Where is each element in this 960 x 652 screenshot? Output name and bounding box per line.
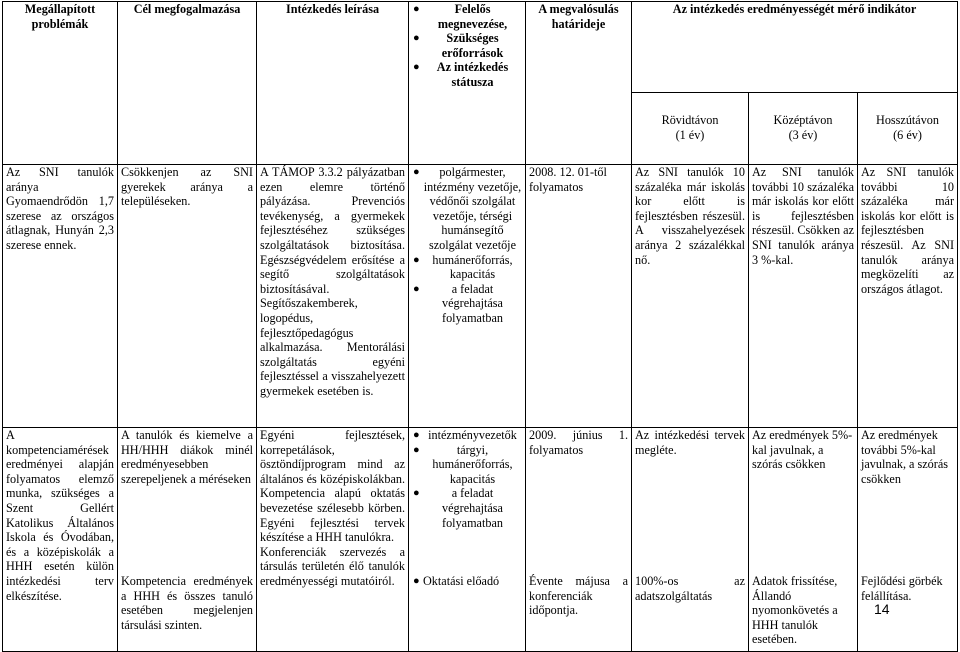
header-long-term: Hosszútávon (6 év)	[858, 93, 958, 165]
header-responsible-item: ● Az intézkedés státusza	[413, 60, 509, 89]
responsible-list	[412, 428, 522, 574]
bullet-icon: ●	[413, 443, 420, 456]
long-term-cell	[858, 428, 958, 652]
short-term-text-a: Az intézkedési tervek megléte.	[635, 428, 745, 457]
problem-cell: Az SNI tanulók aránya Gyomaendrődön 1,7 szerese az országos átlagnak, Hunyán 2,3 szerese ennek.	[3, 165, 118, 428]
action-plan-table	[2, 1, 958, 652]
header-responsible-list	[412, 2, 522, 90]
goal-cell	[118, 428, 257, 652]
header-short-term: Rövidtávon (1 év)	[632, 93, 749, 165]
responsible-cell	[409, 428, 526, 652]
deadline-cell	[526, 428, 632, 652]
bullet-icon: ●	[413, 282, 420, 295]
bullet-icon: ●	[413, 61, 420, 74]
mid-term-cell	[749, 428, 858, 652]
bullet-icon: ●	[413, 253, 420, 266]
mid-term-cell: Az SNI tanulók további 10 százaléka már iskolás kor előtt is fejlesztésben részesül. Csökken az SNI tanulók aránya 3 %-kal.	[749, 165, 858, 428]
bullet-icon: ●	[413, 429, 420, 441]
header-action: Intézkedés leírása	[257, 2, 409, 165]
table-row	[3, 428, 958, 652]
bullet-icon: ●	[413, 575, 420, 587]
header-indicator: Az intézkedés eredményességét mérő indikátor	[632, 2, 958, 93]
deadline-text-b: Évente májusa a konferenciák időpontja.	[529, 574, 628, 618]
list-item: ● tárgyi, humánerőforrás, kapacitás	[413, 442, 513, 486]
header-responsible	[409, 2, 526, 165]
bullet-icon: ●	[413, 166, 420, 178]
goal-cell: Csökkenjen az SNI gyerekek aránya a településeken.	[118, 165, 257, 428]
header-goal: Cél megfogalmazása	[118, 2, 257, 165]
action-text-b: Konferenciák szervezés a társulás területén élő tanulók eredményességi mutatóiról.	[260, 544, 405, 588]
action-cell: A TÁMOP 3.3.2 pályázatban ezen elemre történő pályázása. Prevenciós tevékenység, a gyermekek fejlesztéséhez szükséges szolgáltatások biztosítása. Egészségvédelem erősítése a segítő szolgáltatások biztosításával. Segítőszakemberek, logopédus, fejlesztőpedagógus alkalmazása. Mentorálási szolgáltatás egyéni fejlesztéssel a visszahelyezett gyermekek esetében is.	[257, 165, 409, 428]
short-term-cell	[632, 428, 749, 652]
long-term-text-a: Az eredmények további 5%-kal javulnak, a szórás csökken	[861, 428, 948, 486]
responsible-list	[412, 165, 522, 326]
goal-text-a: A tanulók és kiemelve a HH/HHH diákok minél eredményesebben szerepeljenek a méréseken	[121, 428, 253, 486]
bullet-icon: ●	[413, 3, 420, 15]
long-term-cell: Az SNI tanulók további 10 százaléka már iskolás kor előtt is fejlesztésben részesül. Az SNI tanulók aránya megközelíti az országos átlagot.	[858, 165, 958, 428]
header-problems: Megállapított problémák	[3, 2, 118, 165]
bullet-icon: ●	[413, 32, 420, 45]
responsible-list	[412, 574, 522, 589]
deadline-cell: 2008. 12. 01-től folyamatos	[526, 165, 632, 428]
long-term-text-b: Fejlődési görbék felállítása.	[861, 574, 943, 603]
problem-cell: A kompetenciamérések eredményei alapján folyamatos elemző munka, szükséges a Szent Gellért Katolikus Általános Iskola és Óvodában, és a középiskolák a HHH esetén külön intézkedési terv elkészítése.	[3, 428, 118, 652]
responsible-cell	[409, 165, 526, 428]
list-item: ● a feladat végrehajtása folyamatban	[413, 486, 503, 530]
mid-term-text-b: Adatok frissítése, Állandó nyomonkövetés a HHH tanulók esetében.	[752, 574, 838, 647]
table-row	[3, 165, 958, 428]
bullet-icon: ●	[413, 487, 420, 500]
list-item: ● a feladat végrehajtása folyamatban	[413, 281, 503, 325]
mid-term-text-a: Az eredmények 5%-kal javulnak, a szórás csökken	[752, 428, 853, 472]
list-item: ● humánerőforrás, kapacitás	[413, 252, 513, 282]
short-term-cell: Az SNI tanulók 10 százaléka már iskolás kor előtt is fejlesztésben részesül. A visszahelyezések aránya 2 százalékkal nő.	[632, 165, 749, 428]
deadline-text-a: 2009. június 1. folyamatos	[529, 428, 628, 457]
action-text-a: Egyéni fejlesztések, korrepetálások, ösztöndíjprogram mind az általános és középiskolákban. Kompetencia alapú oktatás bevezetése szélesebb körben. Egyéni fejlesztési tervek készítése a HHH tanulókra.	[260, 428, 405, 545]
list-item: ● intézményvezetők	[413, 428, 517, 442]
header-mid-term: Középtávon (3 év)	[749, 93, 858, 165]
short-term-text-b: 100%-os az adatszolgáltatás	[635, 574, 745, 603]
page-number: 14	[874, 601, 890, 617]
list-item: ● polgármester, intézmény vezetője, védőnői szolgálat vezetője, térségi humánsegítő szolgálat vezetője	[413, 165, 522, 252]
action-cell	[257, 428, 409, 652]
goal-text-b: Kompetencia eredmények a HHH és összes tanuló esetében megjelenjen társulási szinten.	[121, 574, 253, 632]
list-item: ● Oktatási előadó	[413, 574, 500, 588]
header-responsible-item: ● Felelős megnevezése,	[413, 2, 508, 31]
header-row	[3, 2, 958, 93]
header-responsible-item: ● Szükséges erőforrások	[413, 31, 504, 60]
header-deadline: A megvalósulás határideje	[526, 2, 632, 165]
